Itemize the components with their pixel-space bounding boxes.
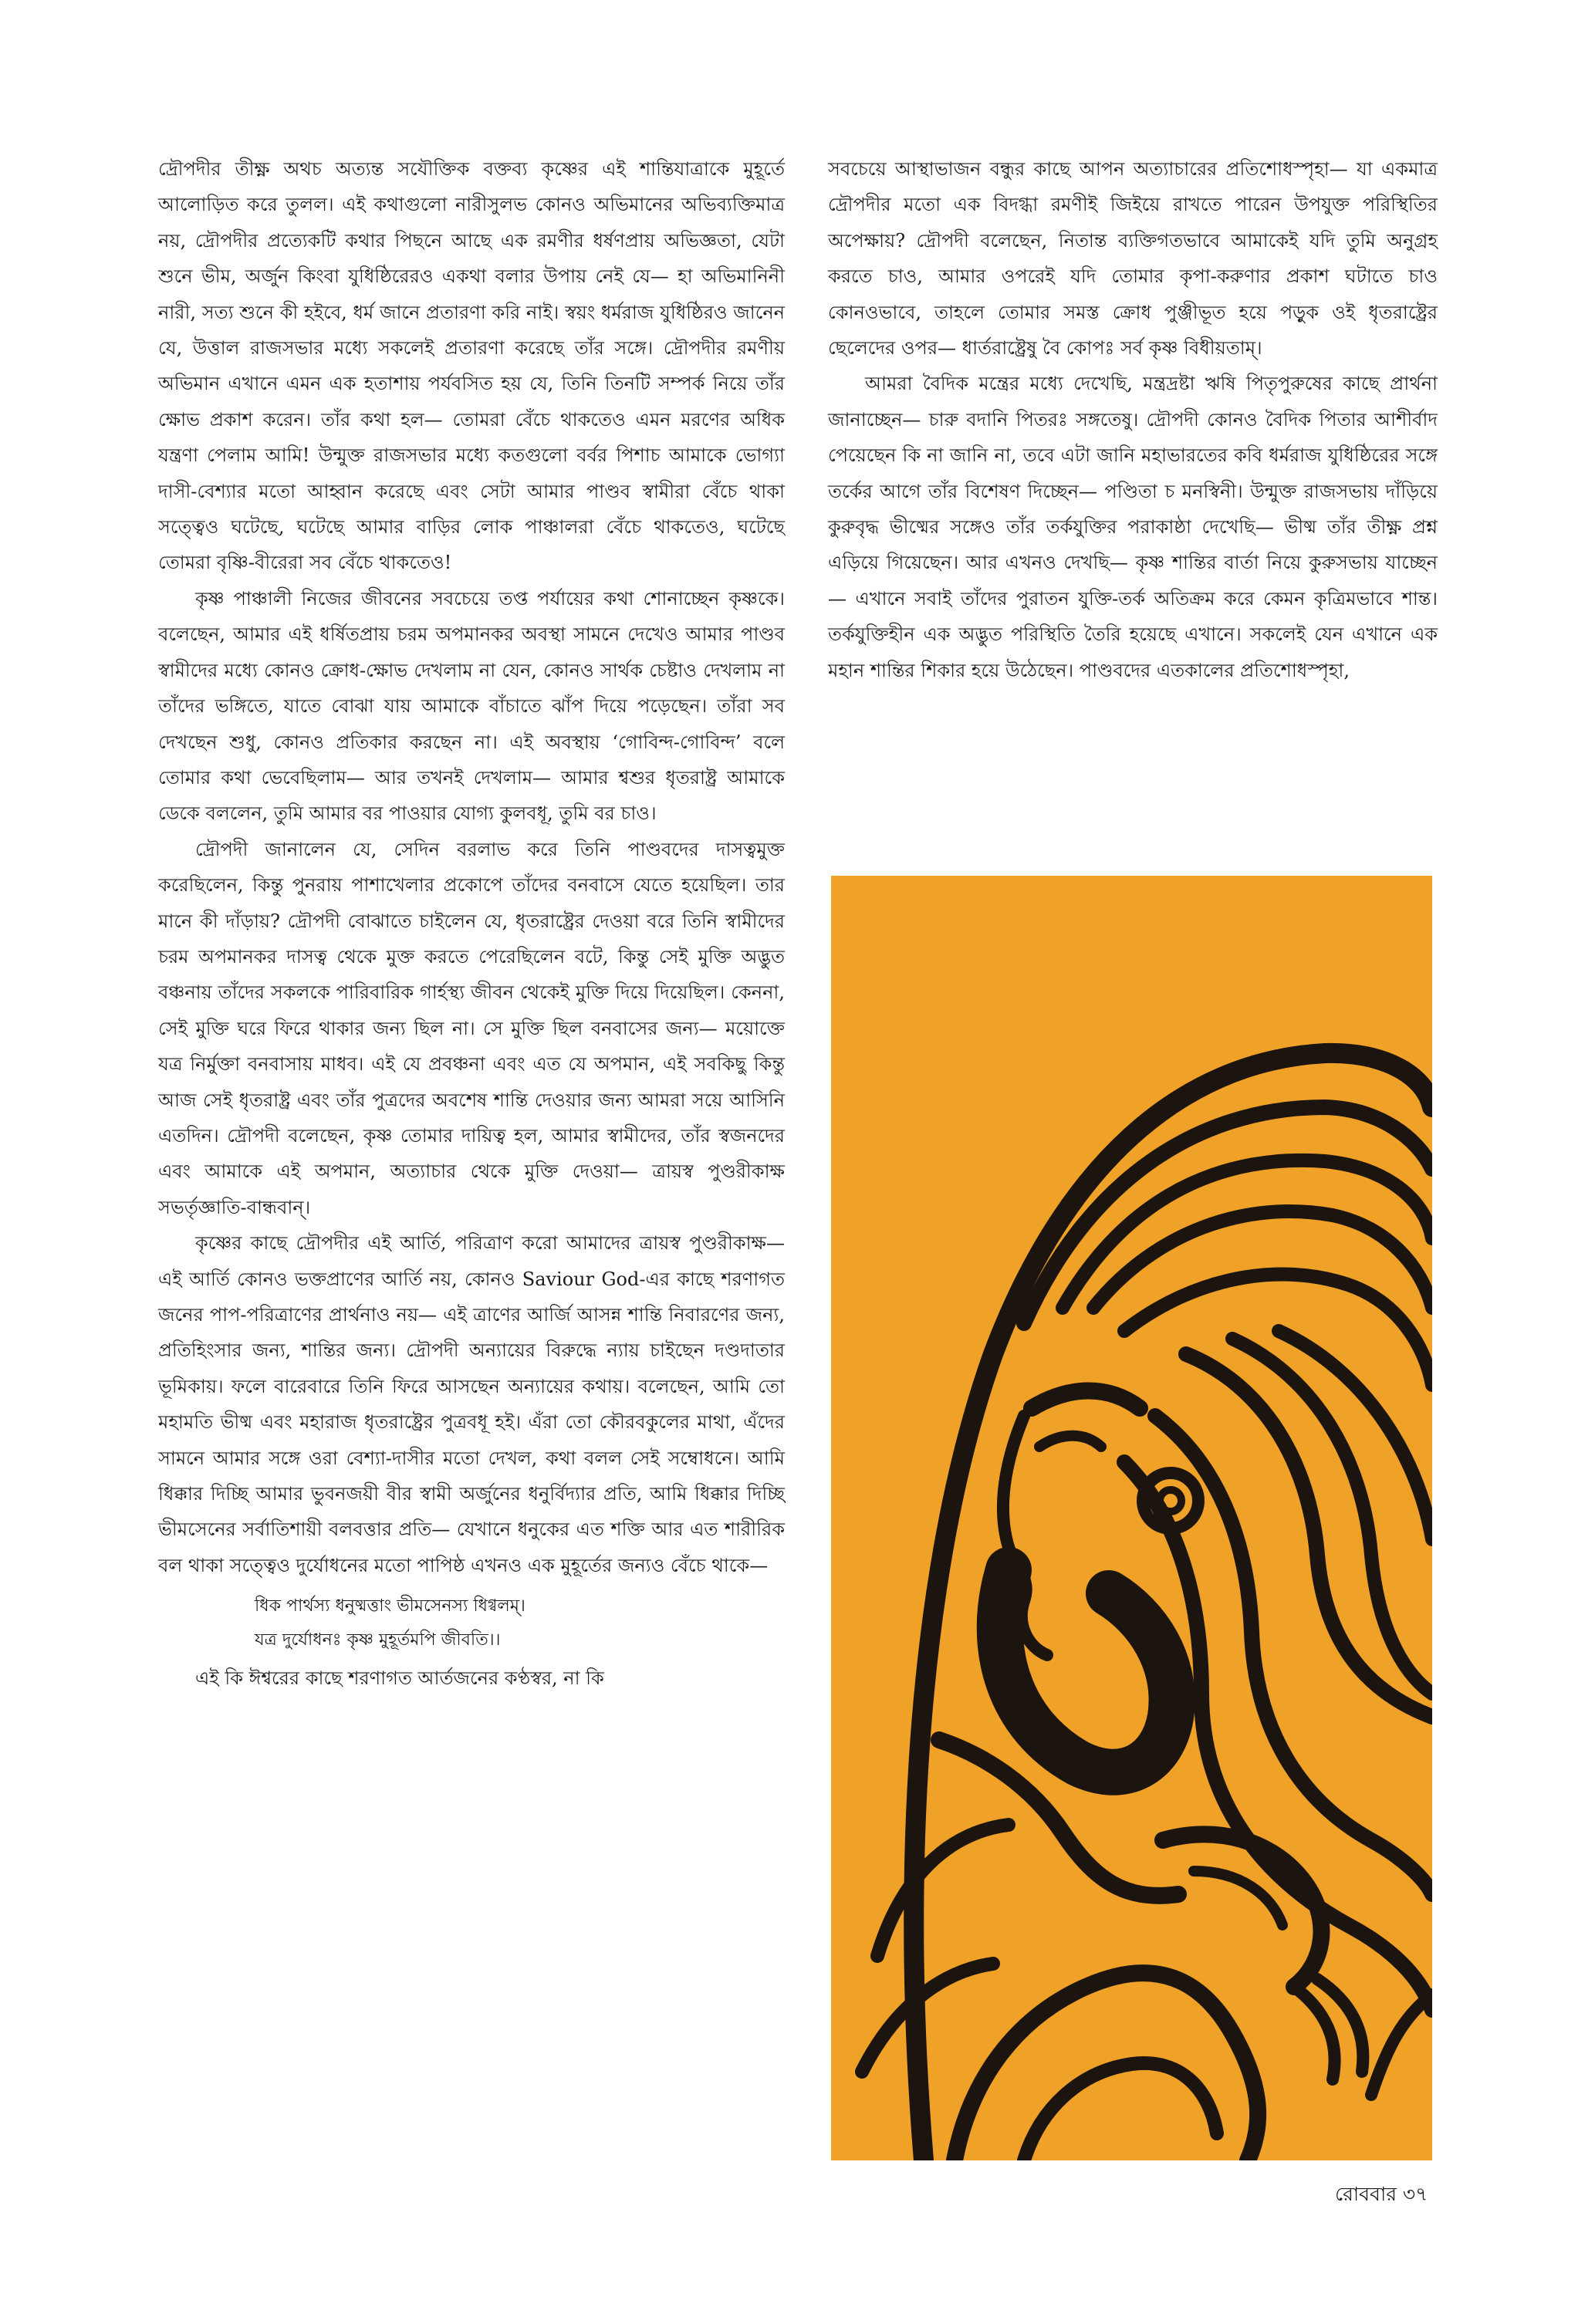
- verse-line: যত্র দুর্যোধনঃ কৃষ্ণ মুহূর্তমপি জীবতি।।: [255, 1630, 501, 1650]
- paragraph: কৃষ্ণের কাছে দ্রৌপদীর এই আর্তি, পরিত্রাণ করো আমাদের ত্রায়স্ব পুণ্ডরীকাক্ষ— এই আর্তি কোনও ভক্তপ্রাণের আর্তি নয়, কোনও Saviour God-এর কাছে শরণাগত জনের পাপ-পরিত্রাণের প্রার্থনাও নয়— এই ত্রাণের আর্জি আসন্ন শান্তি নিবারণের জন্য, প্রতিহিংসার জন্য, শান্তির জন্য। দ্রৌপদী অন্যায়ের বিরুদ্ধে ন্যায় চাইছেন দণ্ডদাতার ভূমিকায়। ফলে বারেবারে তিনি ফিরে আসছেন অন্যায়ের কথায়। বলেছেন, আমি তো মহামতি ভীষ্ম এবং মহারাজ ধৃতরাষ্ট্রের পুত্রবধূ হই। এঁরা তো কৌরবকুলের মাথা, এঁদের সামনে আমার সঙ্গে ওরা বেশ্যা-দাসীর মতো দেখল, কথা বলল সেই সম্বোধনে। আমি ধিক্কার দিচ্ছি আমার ভুবনজয়ী বীর স্বামী অর্জুনের ধনুর্বিদ্যার প্রতি, আমি ধিক্কার দিচ্ছি ভীমসেনের সর্বাতিশায়ী বলবত্তার প্রতি— যেখানে ধনুকের এত শক্তি আর এত শারীরিক বল থাকা সত্ত্বেও দুর্যোধনের মতো পাপিষ্ঠ এখনও এক মুহূর্তের জন্যও বেঁচে থাকে—: [158, 1232, 785, 1576]
- article-right-column: [828, 151, 1438, 688]
- draupadi-illustration: [831, 876, 1432, 2160]
- draupadi-illustration-icon: [831, 876, 1432, 2160]
- paragraph: দ্রৌপদীর তীক্ষ্ণ অথচ অত্যন্ত সযৌক্তিক বক্তব্য কৃষ্ণের এই শান্তিযাত্রাকে মুহূর্তে আলোড়িত করে তুলল। এই কথাগুলো নারীসুলভ কোনও অভিমানের অভিব্যক্তিমাত্র নয়, দ্রৌপদীর প্রত্যেকটি কথার পিছনে আছে এক রমণীর ধর্ষণপ্রায় অভিজ্ঞতা, যেটা শুনে ভীম, অর্জুন কিংবা যুধিষ্ঠিরেরও একথা বলার উপায় নেই যে— হা অভিমানিনী নারী, সত্য শুনে কী হইবে, ধর্ম জানে প্রতারণা করি নাই। স্বয়ং ধর্মরাজ যুধিষ্ঠিরও জানেন যে, উত্তাল রাজসভার মধ্যে সকলেই প্রতারণা করেছে তাঁর সঙ্গে। দ্রৌপদীর রমণীয় অভিমান এখানে এমন এক হতাশায় পর্যবসিত হয় যে, তিনি তিনটি সম্পর্ক নিয়ে তাঁর ক্ষোভ প্রকাশ করেন। তাঁর কথা হল— তোমরা বেঁচে থাকতেও এমন মরণের অধিক যন্ত্রণা পেলাম আমি! উন্মুক্ত রাজসভার মধ্যে কতগুলো বর্বর পিশাচ আমাকে ভোগ্যা দাসী-বেশ্যার মতো আহ্বান করেছে এবং সেটা আমার পাণ্ডব স্বামীরা বেঁচে থাকা সত্ত্বেও ঘটেছে, ঘটেছে আমার বাড়ির লোক পাঞ্চালরা বেঁচে থাকতেও, ঘটেছে তোমরা বৃষ্ণি-বীরেরা সব বেঁচে থাকতেও!: [158, 158, 785, 574]
- paragraph: দ্রৌপদী জানালেন যে, সেদিন বরলাভ করে তিনি পাণ্ডবদের দাসত্বমুক্ত করেছিলেন, কিন্তু পুনরায় পাশাখেলার প্রকোপে তাঁদের বনবাসে যেতে হয়েছিল। তার মানে কী দাঁড়ায়? দ্রৌপদী বোঝাতে চাইলেন যে, ধৃতরাষ্ট্রের দেওয়া বরে তিনি স্বামীদের চরম অপমানকর দাসত্ব থেকে মুক্ত করতে পেরেছিলেন বটে, কিন্তু সেই মুক্তি অদ্ভুত বঞ্চনায় তাঁদের সকলকে পারিবারিক গার্হস্থ্য জীবন থেকেই মুক্তি দিয়ে দিয়েছিল। কেননা, সেই মুক্তি ঘরে ফিরে থাকার জন্য ছিল না। সে মুক্তি ছিল বনবাসের জন্য— ময়োক্তে যত্র নির্মুক্তা বনবাসায় মাধব। এই যে প্রবঞ্চনা এবং এত যে অপমান, এই সবকিছু কিন্তু আজ সেই ধৃতরাষ্ট্র এবং তাঁর পুত্রদের অবশেষ শান্তি দেওয়ার জন্য আমরা সয়ে আসিনি এতদিন। দ্রৌপদী বলেছেন, কৃষ্ণ তোমার দায়িত্ব হল, আমার স্বামীদের, তাঁর স্বজনদের এবং আমাকে এই অপমান, অত্যাচার থেকে মুক্তি দেওয়া— ত্রায়স্ব পুণ্ডরীকাক্ষ সভর্তৃজ্ঞাতি-বান্ধবান্।: [158, 838, 785, 1218]
- paragraph: এই কি ঈশ্বরের কাছে শরণাগত আর্তজনের কণ্ঠস্বর, না কি: [195, 1667, 604, 1690]
- sanskrit-verse: [158, 1589, 785, 1657]
- article-left-column: [158, 151, 785, 1697]
- paragraph: কৃষ্ণ পাঞ্চালী নিজের জীবনের সবচেয়ে তপ্ত পর্যায়ের কথা শোনাচ্ছেন কৃষ্ণকে। বলেছেন, আমার এই ধর্ষিতপ্রায় চরম অপমানকর অবস্থা সামনে দেখেও আমার পাণ্ডব স্বামীদের মধ্যে কোনও ক্রোধ-ক্ষোভ দেখলাম না যেন, কোনও সার্থক চেষ্টাও দেখলাম না তাঁদের ভঙ্গিতে, যাতে বোঝা যায় আমাকে বাঁচাতে ঝাঁপ দিয়ে পড়েছেন। তাঁরা সব দেখছেন শুধু, কোনও প্রতিকার করছেন না। এই অবস্থায় ‘গোবিন্দ-গোবিন্দ’ বলে তোমার কথা ভেবেছিলাম— আর তখনই দেখলাম— আমার শ্বশুর ধৃতরাষ্ট্র আমাকে ডেকে বললেন, তুমি আমার বর পাওয়ার যোগ্য কুলবধূ, তুমি বর চাও।: [158, 587, 785, 825]
- paragraph: সবচেয়ে আস্থাভাজন বন্ধুর কাছে আপন অত্যাচারের প্রতিশোধস্পৃহা— যা একমাত্র দ্রৌপদীর মতো এক বিদগ্ধা রমণীই জিইয়ে রাখতে পারেন উপযুক্ত পরিস্থিতির অপেক্ষায়? দ্রৌপদী বলেছেন, নিতান্ত ব্যক্তিগতভাবে আমাকেই যদি তুমি অনুগ্রহ করতে চাও, আমার ওপরেই যদি তোমার কৃপা-করুণার প্রকাশ ঘটাতে চাও কোনওভাবে, তাহলে তোমার সমস্ত ক্রোধ পুঞ্জীভূত হয়ে পড়ুক ওই ধৃতরাষ্ট্রের ছেলেদের ওপর— ধার্তরাষ্ট্রেষু বৈ কোপঃ সর্ব কৃষ্ণ বিধীয়তাম্।: [828, 158, 1438, 360]
- paragraph: আমরা বৈদিক মন্ত্রের মধ্যে দেখেছি, মন্ত্রদ্রষ্টা ঋষি পিতৃপুরুষের কাছে প্রার্থনা জানাচ্ছেন— চারু বদানি পিতরঃ সঙ্গতেষু। দ্রৌপদী কোনও বৈদিক পিতার আশীর্বাদ পেয়েছেন কি না জানি না, তবে এটা জানি মহাভারতের কবি ধর্মরাজ যুধিষ্ঠিরের সঙ্গে তর্কের আগে তাঁর বিশেষণ দিচ্ছেন— পণ্ডিতা চ মনস্বিনী। উন্মুক্ত রাজসভায় দাঁড়িয়ে কুরুবৃদ্ধ ভীষ্মের সঙ্গেও তাঁর তর্কযুক্তির পরাকাষ্ঠা দেখেছি— ভীষ্ম তাঁর তীক্ষ্ণ প্রশ্ন এড়িয়ে গিয়েছেন। আর এখনও দেখছি— কৃষ্ণ শান্তির বার্তা নিয়ে কুরুসভায় যাচ্ছেন— এখানে সবাই তাঁদের পুরাতন যুক্তি-তর্ক অতিক্রম করে কেমন কৃত্রিমভাবে শান্ত। তর্কযুক্তিহীন এক অদ্ভুত পরিস্থিতি তৈরি হয়েছে এখানে। সকলেই যেন এখানে এক মহান শান্তির শিকার হয়ে উঠেছেন। পাণ্ডবদের এতকালের প্রতিশোধস্পৃহা,: [828, 373, 1438, 681]
- verse-line: ধিক পার্থস্য ধনুষ্মত্তাং ভীমসেনস্য ধিগ্বলম্।: [255, 1596, 525, 1616]
- page-footer: রোববার ৩৭: [1335, 2183, 1428, 2205]
